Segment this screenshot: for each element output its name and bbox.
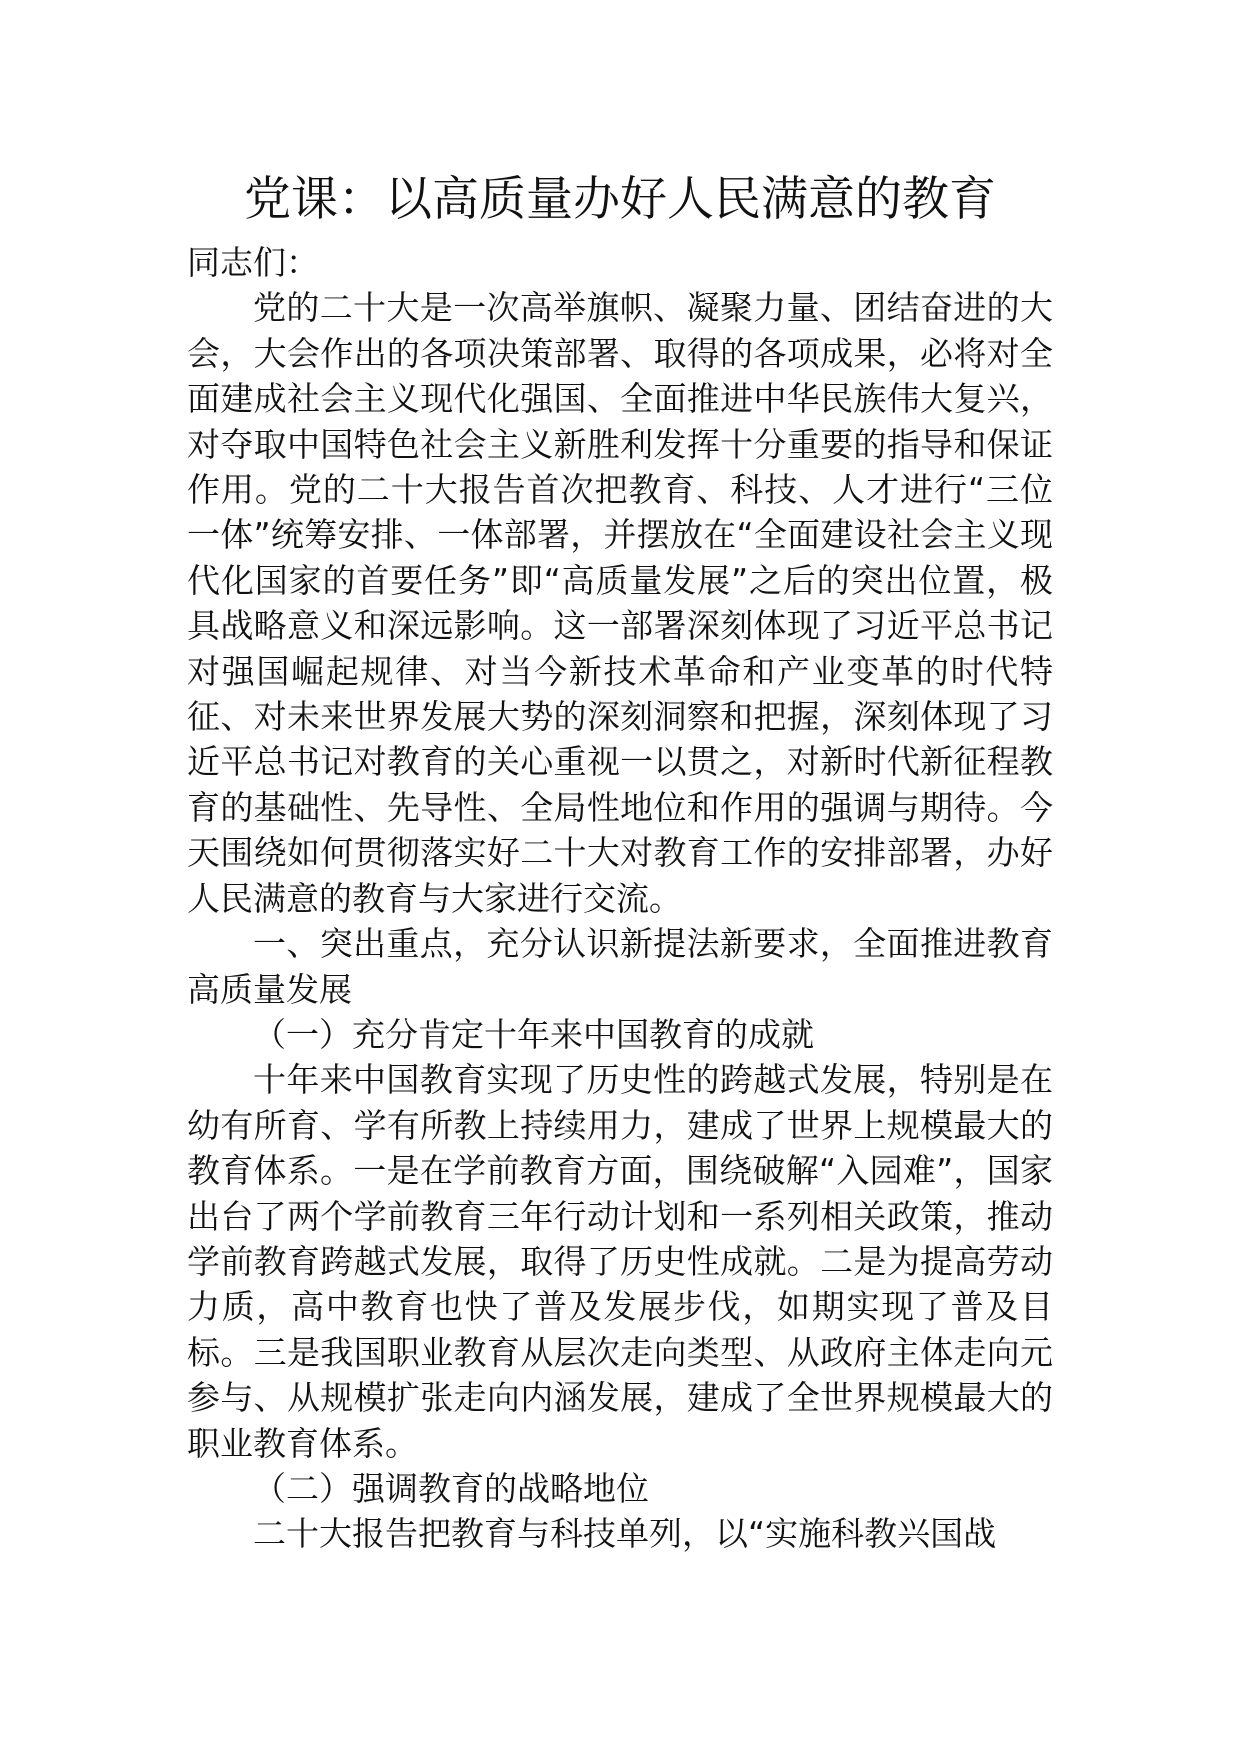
salutation: 同志们：	[187, 243, 319, 282]
intro-paragraph: 党的二十大是一次高举旗帜、凝聚力量、团结奋进的大会，大会作出的各项决策部署、取得的各项成果，必将对全面建成社会主义现代化强国、全面推进中华民族伟大复兴，对夺取中国特色社会主义新胜利发挥十分重要的指导和保证作用。党的二十大报告首次把教育、科技、人才进行“三位一体”统筹安排、一体部署，并摆放在“全面建设社会主义现代化国家的首要任务”即“高质量发展”之后的突出位置，极具战略意义和深远影响。这一部署深刻体现了习近平总书记对强国崛起规律、对当今新技术革命和产业变革的时代特征、对未来世界发展大势的深刻洞察和把握，深刻体现了习近平总书记对教育的关心重视一以贯之，对新时代新征程教育的基础性、先导性、全局性地位和作用的强调与期待。今天围绕如何贯彻落实好二十大对教育工作的安排部署，办好人民满意的教育与大家进行交流。	[187, 288, 1053, 918]
document-title: 党课：以高质量办好人民满意的教育	[244, 172, 996, 227]
subsection-2-paragraph: 二十大报告把教育与科技单列，以“实施科教兴国战	[253, 1514, 997, 1554]
section-heading-1: 一、突出重点，充分认识新提法新要求，全面推进教育高质量发展	[187, 924, 1053, 1009]
subsection-1-paragraph: 十年来中国教育实现了历史性的跨越式发展，特别是在幼有所育、学有所教上持续用力，建成了世界上规模最大的教育体系。一是在学前教育方面，围绕破解“入园难”，国家出台了两个学前教育三年行动计划和一系列相关政策，推动学前教育跨越式发展，取得了历史性成就。二是为提高劳动力质，高中教育也快了普及发展步伐，如期实现了普及目标。三是我国职业教育从层次走向类型、从政府主体走向元参与、从规模扩张走向内涵发展，建成了全世界规模最大的职业教育体系。	[187, 1060, 1053, 1463]
subsection-heading-2: （二）强调教育的战略地位	[253, 1468, 649, 1508]
subsection-heading-1: （一）充分肯定十年来中国教育的成就	[253, 1014, 814, 1054]
document-body	[187, 240, 1053, 1557]
